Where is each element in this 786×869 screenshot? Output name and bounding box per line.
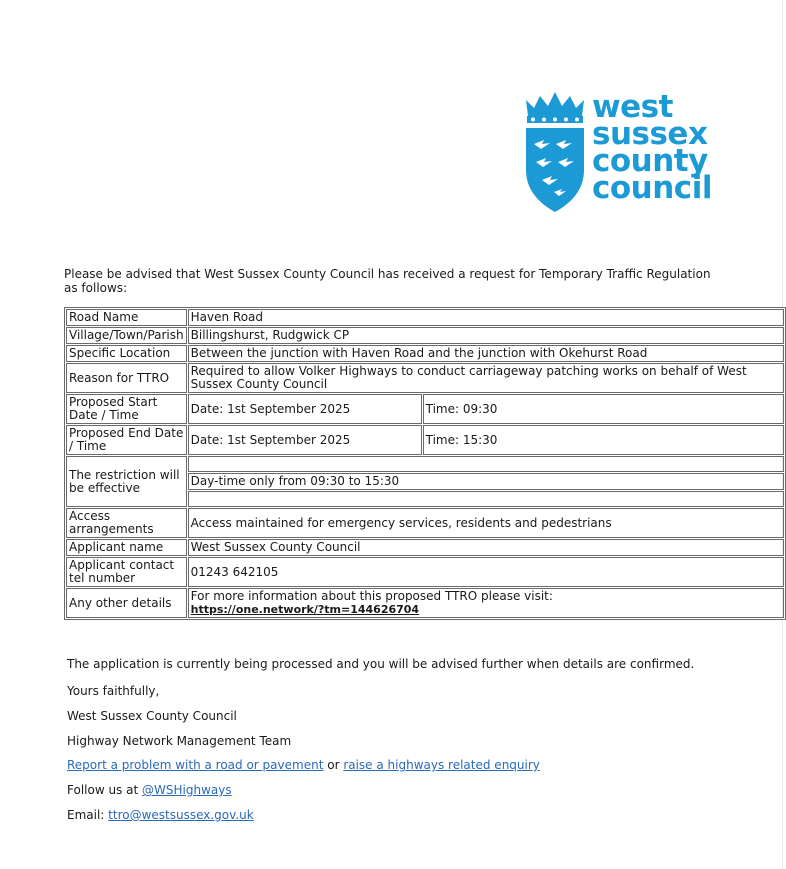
applicant-label: Applicant name [66, 539, 187, 556]
one-network-link[interactable]: https://one.network/?tm=144626704 [190, 603, 420, 616]
table-row [66, 508, 784, 538]
contact-label: Applicant contact tel number [66, 557, 187, 587]
team-name: Highway Network Management Team [67, 734, 292, 748]
table-row [66, 539, 784, 556]
reason-label: Reason for TTRO [66, 363, 187, 393]
access-label: Access arrangements [66, 508, 187, 538]
processing-text: The application is currently being processed and you will be advised further when details are confirmed. [67, 657, 695, 671]
reason-value: Required to allow Volker Highways to conduct carriageway patching works on behalf of West Sussex County Council [188, 363, 784, 393]
ttro-details-table [64, 307, 786, 620]
end-label: Proposed End Date / Time [66, 425, 187, 455]
email-prefix: Email: [67, 808, 109, 822]
org-name: West Sussex County Council [67, 709, 237, 723]
start-date-value: Date: 1st September 2025 [188, 394, 422, 424]
logo-wordmark [592, 89, 712, 206]
road-name-label: Road Name [66, 309, 187, 326]
road-name-value: Haven Road [188, 309, 784, 326]
effective-value: Day-time only from 09:30 to 15:30 [188, 473, 784, 490]
effective-spacer-bottom [188, 491, 784, 507]
email-link[interactable]: ttro@westsussex.gov.uk [108, 808, 254, 822]
table-row [66, 394, 784, 424]
table-row [66, 309, 784, 326]
table-row [66, 456, 784, 472]
effective-spacer-top [188, 456, 784, 472]
table-row [66, 557, 784, 587]
table-row [66, 363, 784, 393]
end-time-value: Time: 15:30 [423, 425, 784, 455]
twitter-handle-link[interactable]: @WSHighways [142, 783, 232, 797]
enquiry-link[interactable]: raise a highways related enquiry [343, 758, 540, 772]
crown-shield-martlets-icon [522, 92, 588, 214]
parish-label: Village/Town/Parish [66, 327, 187, 344]
parish-value: Billingshurst, Rudgwick CP [188, 327, 784, 344]
other-details-value [188, 588, 784, 618]
start-time-value: Time: 09:30 [423, 394, 784, 424]
intro-text: Please be advised that West Sussex County Council has received a request for Temporary Traffic Regulation as follows: [64, 267, 711, 295]
table-row [66, 327, 784, 344]
location-label: Specific Location [66, 345, 187, 362]
logo-line-sussex: sussex [592, 116, 708, 152]
other-details-label: Any other details [66, 588, 187, 618]
follow-line [67, 783, 232, 797]
council-logo [522, 89, 712, 217]
contact-links-line [67, 758, 540, 772]
contact-value: 01243 642105 [188, 557, 784, 587]
applicant-value: West Sussex County Council [188, 539, 784, 556]
access-value: Access maintained for emergency services, residents and pedestrians [188, 508, 784, 538]
logo-line-county: county [592, 143, 708, 179]
report-problem-link[interactable]: Report a problem with a road or pavement [67, 758, 324, 772]
email-line [67, 808, 254, 822]
effective-label: The restriction will be effective [66, 456, 187, 507]
follow-prefix: Follow us at [67, 783, 142, 797]
location-value: Between the junction with Haven Road and the junction with Okehurst Road [188, 345, 784, 362]
table-row [66, 425, 784, 455]
or-text: or [323, 758, 344, 772]
end-date-value: Date: 1st September 2025 [188, 425, 422, 455]
logo-line-council: council [592, 170, 712, 206]
logo-line-west: west [592, 89, 673, 125]
start-label: Proposed Start Date / Time [66, 394, 187, 424]
table-row [66, 588, 784, 618]
signoff-text: Yours faithfully, [67, 684, 160, 698]
other-details-text: For more information about this proposed TTRO please visit: [190, 589, 553, 603]
table-row [66, 345, 784, 362]
